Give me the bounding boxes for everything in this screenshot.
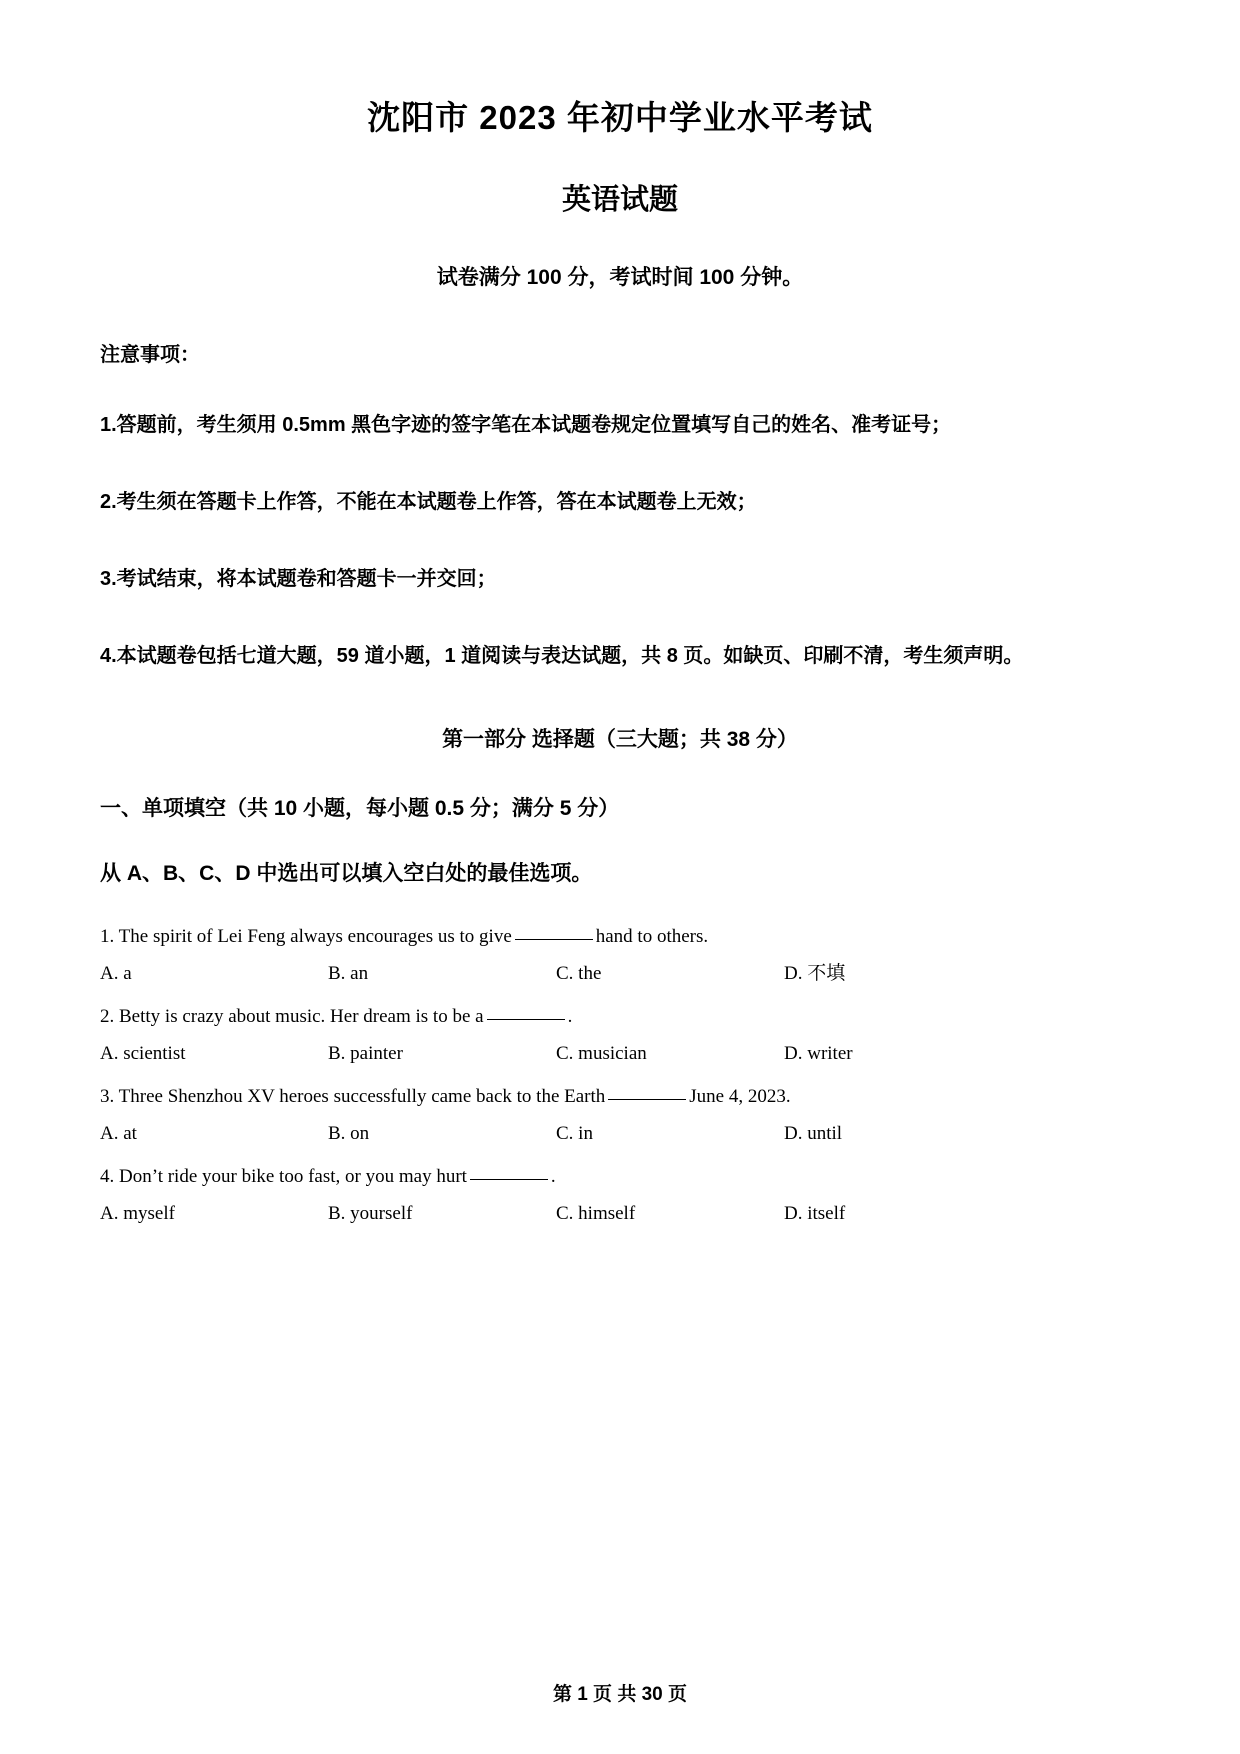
question-item [100,1158,1140,1232]
page-footer: 第 1 页 共 30 页 [552,1684,688,1705]
option-a[interactable]: A. a [100,963,132,985]
question-item [100,918,1140,992]
option-a[interactable]: A. scientist [100,1043,186,1065]
notice-item-2: 2.考生须在答题卡上作答，不能在本试题卷上作答，答在本试题卷上无效； [100,490,757,513]
question-stem [100,918,1140,955]
question-list [100,886,1140,1232]
option-d[interactable]: D. itself [784,1203,846,1225]
exam-info-line: 试卷满分 100 分，考试时间 100 分钟。 [436,266,804,290]
part-heading: 第一部分 选择题（三大题；共 38 分） [442,727,798,751]
notices-heading: 注意事项： [100,343,200,366]
page-subtitle: 英语试题 [561,183,678,216]
notice-item-3: 3.考试结束，将本试题卷和答题卡一并交回； [100,567,497,590]
option-c[interactable]: C. musician [556,1043,647,1065]
question-stem-before: 4. Don’t ride your bike too fast, or you may hurt [100,1166,467,1188]
question-stem-before: 1. The spirit of Lei Feng always encourages us to give [100,926,512,948]
question-item [100,1078,1140,1152]
question-options [100,955,1140,992]
notice-item-1: 1.答题前，考生须用 0.5mm 黑色字迹的签字笔在本试题卷规定位置填写自己的姓名、准考证号； [100,413,952,436]
question-stem-after: hand to others. [595,926,709,948]
question-stem-before: 2. Betty is crazy about music. Her dream is to be a [100,1006,484,1028]
option-b[interactable]: B. an [328,963,369,985]
answer-blank[interactable] [515,939,593,940]
notice-item-4: 4.本试题卷包括七道大题，59 道小题，1 道阅读与表达试题，共 8 页。如缺页、印刷不清，考生须声明。 [100,644,1024,667]
option-b[interactable]: B. yourself [328,1203,413,1225]
option-b[interactable]: B. painter [328,1043,403,1065]
question-options [100,1115,1140,1152]
question-stem [100,1158,1140,1195]
question-options [100,1195,1140,1232]
question-stem-before: 3. Three Shenzhou XV heroes successfully came back to the Earth [100,1086,606,1108]
page-title: 沈阳市 2023 年初中学业水平考试 [367,99,873,136]
question-stem-after: . [550,1166,556,1188]
question-item [100,998,1140,1072]
question-options [100,1035,1140,1072]
option-b[interactable]: B. on [328,1123,370,1145]
answer-blank[interactable] [608,1099,686,1100]
option-c[interactable]: C. in [556,1123,593,1145]
question-stem [100,998,1140,1035]
question-stem-after: June 4, 2023. [689,1086,791,1108]
option-c[interactable]: C. himself [556,1203,636,1225]
question-stem [100,1078,1140,1115]
option-a[interactable]: A. at [100,1123,137,1145]
option-c[interactable]: C. the [556,963,602,985]
option-a[interactable]: A. myself [100,1203,175,1225]
section-heading: 一、单项填空（共 10 小题，每小题 0.5 分；满分 5 分） [100,796,620,820]
answer-blank[interactable] [470,1179,548,1180]
question-stem-after: . [567,1006,573,1028]
option-d[interactable]: D. 不填 [784,963,846,985]
answer-blank[interactable] [487,1019,565,1020]
option-d[interactable]: D. writer [784,1043,853,1065]
section-instruction: 从 A、B、C、D 中选出可以填入空白处的最佳选项。 [100,861,593,885]
option-d[interactable]: D. until [784,1123,843,1145]
